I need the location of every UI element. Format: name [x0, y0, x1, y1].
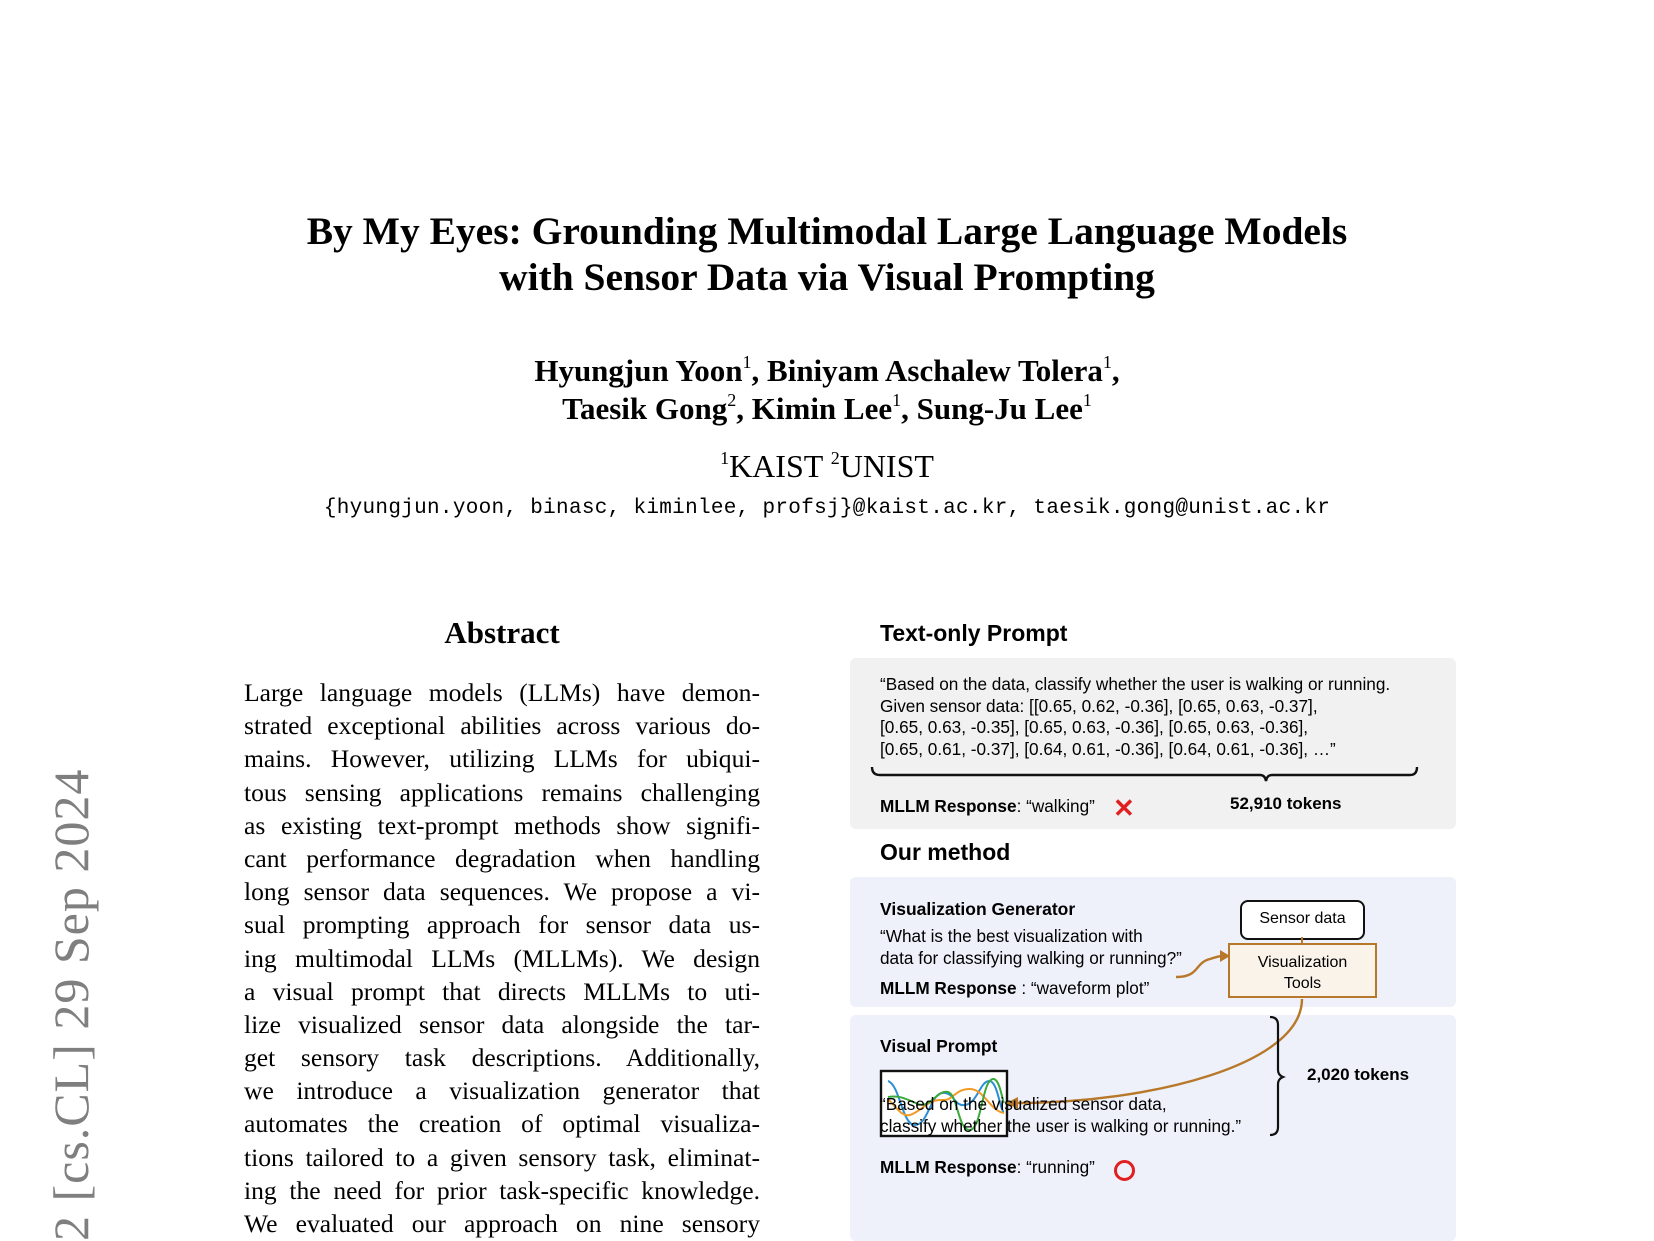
abstract-line: a visual prompt that directs MLLMs to uti- [244, 976, 760, 1006]
text-only-token-count: 52,910 tokens [1230, 794, 1342, 813]
abstract-line: We evaluated our approach on nine sensory [244, 1209, 760, 1238]
abstract-line: ing multimodal LLMs (MLLMs). We design [244, 943, 760, 973]
text-only-heading: Text-only Prompt [880, 620, 1068, 646]
abstract-line: get sensory task descriptions. Additionally, [244, 1043, 760, 1073]
author-name: Kimin Lee [751, 391, 893, 426]
abstract-line: mains. However, utilizing LLMs for ubiqui- [244, 744, 760, 774]
paper-title [0, 208, 1654, 300]
author-affil: 1 [892, 390, 902, 410]
author-affil: 1 [1102, 352, 1112, 372]
author-line-2: Taesik Gong$^2$, Kimin Lee$^1$, Sung-Ju Lee$^1$ [562, 390, 1092, 426]
abstract-line: we introduce a visualization generator that [244, 1076, 760, 1106]
abstract-line: long sensor data sequences. We propose a vi- [244, 877, 760, 907]
prompt-line: classify whether the user is walking or running.” [880, 1115, 1242, 1136]
figure-overview [850, 615, 1460, 1241]
our-method-heading: Our method [880, 839, 1011, 865]
cross-icon: ✕ [1113, 793, 1135, 823]
circle-icon [1114, 1160, 1135, 1181]
response-value: : “walking” [1016, 796, 1095, 816]
abstract-line: ing the need for prior task-specific knowledge. [244, 1175, 760, 1205]
affil-name: KAIST [729, 448, 823, 484]
tools-line: Visualization [1257, 954, 1348, 971]
abstract-line: cant performance degradation when handling [244, 843, 760, 873]
affil-num: 2 [830, 448, 840, 468]
abstract-line: as existing text-prompt methods show signifi- [244, 810, 760, 840]
question-line: “What is the best visualization with [880, 926, 1143, 946]
abstract-line: strated exceptional abilities across various do- [244, 711, 760, 741]
arxiv-stamp: 2 [cs.CL] 29 Sep 2024 [43, 768, 99, 1241]
response-label: MLLM Response [880, 978, 1017, 998]
visual-prompt-response [880, 1157, 1095, 1179]
abstract-body [244, 676, 760, 1240]
tools-line: Tools [1283, 975, 1322, 992]
author-name: Biniyam Aschalew Tolera [767, 353, 1103, 388]
sensor-data-box: Sensor data [1240, 900, 1365, 940]
prompt-line: [0.65, 0.61, -0.37], [0.64, 0.61, -0.36], [0.64, 0.61, -0.36], …” [880, 738, 1336, 759]
abstract-line: tions tailored to a given sensory task, eliminat- [244, 1142, 760, 1172]
flow-arrows [850, 615, 1460, 1241]
abstract-line: tous sensing applications remains challenging [244, 777, 760, 807]
affil-num: 1 [720, 448, 730, 468]
author-affil: 1 [742, 352, 752, 372]
response-label: MLLM Response [880, 1157, 1017, 1177]
generator-title: Visualization Generator [880, 899, 1076, 919]
abstract-line: sual prompting approach for sensor data us- [244, 910, 760, 940]
abstract-line: lize visualized sensor data alongside the tar- [244, 1009, 760, 1039]
affiliations [0, 448, 1654, 484]
title-line-2: with Sensor Data via Visual Prompting [499, 255, 1155, 299]
title-line-1: By My Eyes: Grounding Multimodal Large Language Models [306, 209, 1348, 253]
abstract-line: automates the creation of optimal visualiza- [244, 1109, 760, 1139]
author-name: Taesik Gong [562, 391, 728, 426]
response-value: : “waveform plot” [1016, 978, 1150, 998]
question-line: data for classifying walking or running?” [880, 947, 1182, 968]
abstract-heading: Abstract [444, 615, 560, 650]
visual-prompt-text [880, 1094, 1241, 1137]
author-emails: {hyungjun.yoon, binasc, kiminlee, profsj}@kaist.ac.kr, taesik.gong@unist.ac.kr [323, 497, 1331, 520]
response-label: MLLM Response [880, 796, 1017, 816]
abstract-line: Large language models (LLMs) have demon- [244, 678, 760, 707]
author-line-1: Hyungjun Yoon$^1$, Biniyam Aschalew Tolera$^1$, [534, 352, 1120, 388]
author-affil: 1 [1082, 390, 1092, 410]
prompt-line: [0.65, 0.63, -0.35], [0.65, 0.63, -0.36], [0.65, 0.63, -0.36], [880, 717, 1309, 737]
author-name: Sung-Ju Lee [916, 391, 1083, 426]
visual-prompt-token-count: 2,020 tokens [1307, 1065, 1410, 1084]
prompt-line: “Based on the data, classify whether the user is walking or running. [880, 674, 1391, 694]
affil-name: UNIST [839, 448, 934, 484]
prompt-line: Given sensor data: [[0.65, 0.62, -0.36], [0.65, 0.63, -0.37], [880, 695, 1318, 716]
response-value: : “running” [1016, 1157, 1095, 1177]
author-name: Hyungjun Yoon [534, 353, 743, 388]
prompt-line: “Based on the visualized sensor data, [880, 1094, 1167, 1114]
visual-prompt-title: Visual Prompt [880, 1036, 998, 1056]
author-affil: 2 [727, 390, 737, 410]
author-list [0, 352, 1654, 428]
